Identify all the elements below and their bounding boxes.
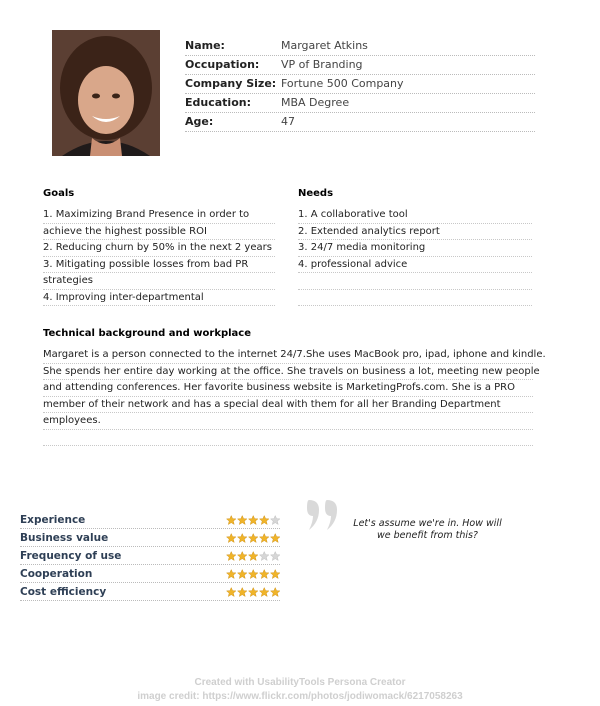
- star-filled-icon: [226, 515, 237, 525]
- rating-row: [20, 565, 280, 583]
- profile-row-education: [185, 94, 535, 113]
- goals-line: strategies: [43, 273, 275, 290]
- star-filled-icon: [270, 587, 281, 597]
- star-rating: [225, 569, 280, 579]
- goals-line: 4. Improving inter-departmental: [43, 290, 275, 307]
- star-empty-icon: [270, 551, 281, 561]
- tech-line: [43, 430, 533, 447]
- star-filled-icon: [259, 569, 270, 579]
- rating-row: [20, 547, 280, 565]
- profile-label: Name:: [185, 39, 225, 52]
- profile-label: Education:: [185, 96, 251, 109]
- rating-label: Cost efficiency: [20, 585, 107, 598]
- star-filled-icon: [259, 515, 270, 525]
- star-empty-icon: [259, 551, 270, 561]
- rating-label: Frequency of use: [20, 549, 122, 562]
- star-filled-icon: [248, 533, 259, 543]
- footer-credit: image credit: https://www.flickr.com/photos/jodiwomack/6217058263: [137, 691, 463, 702]
- rating-label: Cooperation: [20, 567, 93, 580]
- needs-line: [298, 273, 532, 290]
- star-filled-icon: [237, 515, 248, 525]
- rating-label: Business value: [20, 531, 109, 544]
- goals-line: 2. Reducing churn by 50% in the next 2 years: [43, 240, 275, 257]
- profile-row-occupation: [185, 56, 535, 75]
- star-filled-icon: [270, 533, 281, 543]
- profile-row-company-size: [185, 75, 535, 94]
- goals-title: Goals: [43, 188, 75, 199]
- star-filled-icon: [248, 587, 259, 597]
- star-filled-icon: [226, 569, 237, 579]
- star-rating: [225, 515, 280, 525]
- star-filled-icon: [248, 515, 259, 525]
- goals-line: achieve the highest possible ROI: [43, 224, 275, 241]
- star-filled-icon: [248, 551, 259, 561]
- quote-line: Let's assume we're in. How will: [353, 518, 502, 529]
- goals-line: 1. Maximizing Brand Presence in order to: [43, 207, 275, 224]
- star-filled-icon: [237, 551, 248, 561]
- star-rating: [225, 533, 280, 543]
- star-filled-icon: [226, 551, 237, 561]
- rating-row: [20, 511, 280, 529]
- rating-row: [20, 583, 280, 601]
- star-filled-icon: [259, 587, 270, 597]
- quote-line: we benefit from this?: [377, 530, 478, 541]
- goals-line: 3. Mitigating possible losses from bad PR: [43, 257, 275, 274]
- quote-text: [340, 518, 515, 542]
- profile-value: Margaret Atkins: [281, 39, 368, 52]
- star-filled-icon: [226, 587, 237, 597]
- star-filled-icon: [248, 569, 259, 579]
- tech-line: and attending conferences. Her favorite business website is MarketingProfs.com. She is a PRO: [43, 380, 533, 397]
- profile-row-name: [185, 37, 535, 56]
- ratings-table: [20, 511, 280, 601]
- star-filled-icon: [270, 569, 281, 579]
- persona-photo: [52, 30, 160, 156]
- footer-creator: Created with UsabilityTools Persona Creator: [194, 677, 406, 688]
- star-filled-icon: [226, 533, 237, 543]
- needs-line: 2. Extended analytics report: [298, 224, 532, 241]
- tech-line: She spends her entire day working at the office. She travels on business a lot, meeting new people: [43, 364, 533, 381]
- quote-mark-icon: [305, 498, 341, 536]
- needs-title: Needs: [298, 188, 334, 199]
- tech-paragraph: [43, 347, 546, 446]
- star-empty-icon: [270, 515, 281, 525]
- tech-line: employees.: [43, 413, 533, 430]
- tech-line: Margaret is a person connected to the internet 24/7.She uses MacBook pro, ipad, iphone and kindle.: [43, 347, 533, 364]
- star-rating: [225, 551, 280, 561]
- profile-label: Age:: [185, 115, 214, 128]
- needs-line: [298, 290, 532, 307]
- needs-list: [298, 207, 532, 306]
- profile-label: Company Size:: [185, 77, 277, 90]
- star-filled-icon: [237, 569, 248, 579]
- profile-label: Occupation:: [185, 58, 260, 71]
- star-filled-icon: [237, 587, 248, 597]
- star-filled-icon: [259, 533, 270, 543]
- profile-value: MBA Degree: [281, 96, 350, 109]
- rating-label: Experience: [20, 513, 86, 526]
- star-filled-icon: [237, 533, 248, 543]
- needs-line: 4. professional advice: [298, 257, 532, 274]
- profile-table: [185, 37, 535, 132]
- needs-line: 3. 24/7 media monitoring: [298, 240, 532, 257]
- tech-title: Technical background and workplace: [43, 328, 252, 339]
- needs-line: 1. A collaborative tool: [298, 207, 532, 224]
- profile-value: 47: [281, 115, 295, 128]
- star-rating: [225, 587, 280, 597]
- tech-line: member of their network and has a special deal with them for all her Branding Department: [43, 397, 533, 414]
- profile-value: Fortune 500 Company: [281, 77, 404, 90]
- profile-row-age: [185, 113, 535, 132]
- rating-row: [20, 529, 280, 547]
- profile-value: VP of Branding: [281, 58, 363, 71]
- goals-list: [43, 207, 275, 306]
